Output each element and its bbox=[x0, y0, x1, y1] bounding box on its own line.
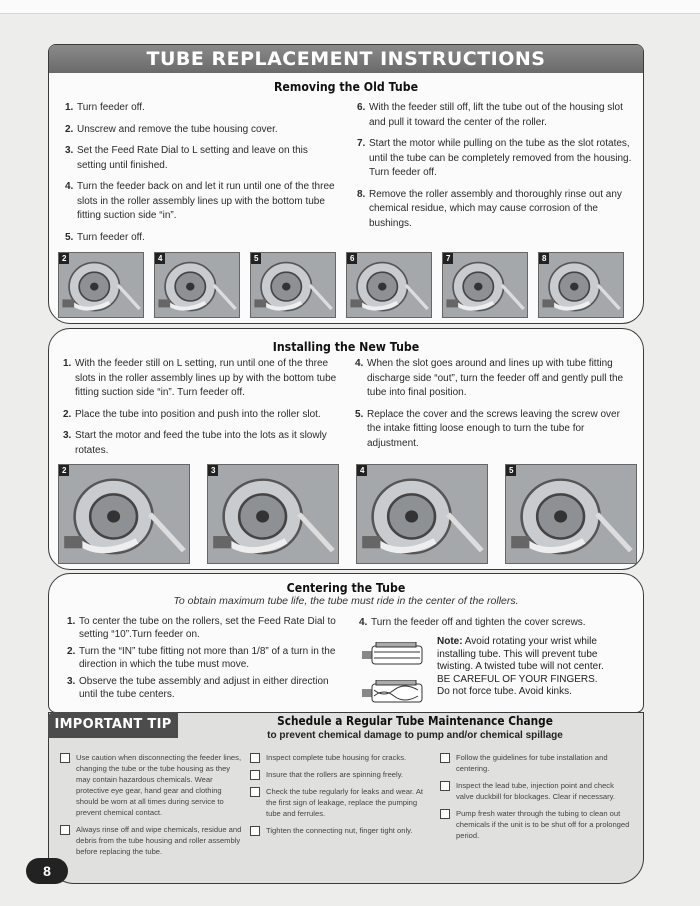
step-text: Set the Feed Rate Dial to L setting and leave on this setting until finished. bbox=[77, 145, 308, 171]
step bbox=[357, 101, 633, 130]
installing-title: Installing the New Tube bbox=[272, 339, 420, 354]
step-photo bbox=[442, 252, 528, 318]
photo-step-number: 7 bbox=[443, 253, 453, 264]
step-photo bbox=[250, 252, 336, 318]
tip-item bbox=[250, 752, 430, 763]
tips-column-3 bbox=[440, 752, 630, 847]
step-text: Turn the feeder off and tighten the cover screws. bbox=[371, 617, 586, 628]
checkbox[interactable] bbox=[440, 753, 450, 763]
checkbox[interactable] bbox=[60, 753, 70, 763]
schedule-title: Schedule a Regular Tube Maintenance Change bbox=[277, 714, 553, 728]
photo-step-number: 5 bbox=[506, 465, 516, 476]
step-number: 2. bbox=[63, 408, 72, 420]
tip-item bbox=[440, 752, 630, 774]
step-number: 5. bbox=[355, 408, 364, 420]
step-text: When the slot goes around and lines up with tube fitting discharge side “out”, turn the feeder off and gently pull the tube into final position. bbox=[367, 358, 624, 398]
pump-photo-image bbox=[155, 253, 239, 317]
photo-step-number: 4 bbox=[357, 465, 367, 476]
step-number: 4. bbox=[65, 181, 74, 192]
step-text: Turn feeder off. bbox=[77, 231, 145, 243]
step bbox=[67, 616, 347, 641]
tip-text: Always rinse off and wipe chemicals, residue and debris from the tube housing and roller assembly before replacing the tube. bbox=[76, 825, 242, 856]
photo-step-number: 4 bbox=[155, 253, 165, 264]
pump-photo-image bbox=[443, 253, 527, 317]
step-text: Observe the tube assembly and adjust in either direction until the tube centers. bbox=[79, 676, 329, 700]
step-photo bbox=[154, 252, 240, 318]
step-photo bbox=[505, 464, 637, 564]
checkbox[interactable] bbox=[250, 753, 260, 763]
tip-text: Inspect complete tube housing for cracks. bbox=[266, 753, 407, 762]
tip-item bbox=[60, 752, 244, 818]
step-number: 3. bbox=[65, 145, 74, 156]
centering-steps-left bbox=[67, 616, 347, 706]
checkbox[interactable] bbox=[440, 809, 450, 819]
step-text: Remove the roller assembly and thoroughly rinse out any chemical residue, which may cause corrosion of the bushings. bbox=[369, 188, 622, 229]
pump-photo-image bbox=[59, 253, 143, 317]
step-photo bbox=[356, 464, 488, 564]
photo-step-number: 5 bbox=[251, 253, 261, 264]
removing-steps-right bbox=[357, 101, 633, 238]
centering-subtitle: To obtain maximum tube life, the tube must ride in the center of the rollers. bbox=[173, 595, 519, 607]
removing-title: Removing the Old Tube bbox=[273, 79, 419, 94]
step-text: Place the tube into position and push into the roller slot. bbox=[75, 408, 321, 420]
tube-straight-diagram-icon bbox=[362, 642, 432, 666]
step-text: Turn feeder off. bbox=[77, 102, 145, 113]
step-number: 1. bbox=[63, 358, 72, 369]
step-text: With the feeder still on L setting, run until one of the three slots in the roller assembly lines up by with the bottom tube fitting suction side “in”. Turn feeder off. bbox=[75, 358, 337, 398]
pump-photo-image bbox=[347, 253, 431, 317]
page-top-strip bbox=[0, 0, 700, 14]
step bbox=[65, 144, 337, 173]
note-end: Do not force tube. Avoid kinks. bbox=[437, 686, 572, 697]
step-number: 2. bbox=[67, 646, 76, 657]
photo-step-number: 2 bbox=[59, 465, 69, 476]
step-text: To center the tube on the rollers, set the Feed Rate Dial to setting “10”.Turn feeder on. bbox=[79, 616, 336, 640]
tip-item bbox=[440, 808, 630, 841]
checkbox[interactable] bbox=[250, 770, 260, 780]
step-text: Turn the feeder back on and let it run until one of the three slots in the roller assembly lines up with the bottom tube fitting suction side “in”. bbox=[77, 181, 335, 221]
tip-text: Pump fresh water through the tubing to clean out chemicals if the unit is to be shut off for a prolonged period. bbox=[456, 809, 630, 840]
step-number: 6. bbox=[357, 102, 366, 113]
step bbox=[65, 180, 337, 224]
tips-column-1 bbox=[60, 752, 244, 863]
step-photo bbox=[207, 464, 339, 564]
step-photo bbox=[538, 252, 624, 318]
tip-text: Tighten the connecting nut, finger tight only. bbox=[266, 826, 413, 835]
centering-title: Centering the Tube bbox=[286, 580, 406, 595]
banner-title: TUBE REPLACEMENT INSTRUCTIONS bbox=[49, 45, 643, 73]
tip-item bbox=[250, 825, 430, 836]
tip-item bbox=[440, 780, 630, 802]
step bbox=[357, 137, 633, 181]
note-text: Avoid rotating your wrist while installing tube. This will prevent tube twisting. A twisted tube will not center. bbox=[437, 636, 604, 672]
step-text: Replace the cover and the screws leaving the screw over the intake fitting loose enough to turn the tube for adjustment. bbox=[367, 408, 620, 449]
step-text: Unscrew and remove the tube housing cover. bbox=[77, 123, 278, 135]
important-tip-tab: IMPORTANT TIP bbox=[48, 712, 178, 738]
step-number: 8. bbox=[357, 188, 366, 200]
step bbox=[65, 101, 337, 116]
photo-step-number: 8 bbox=[539, 253, 549, 264]
step-number: 7. bbox=[357, 138, 366, 149]
step-number: 2. bbox=[65, 123, 74, 135]
tip-text: Inspect the lead tube, injection point and check valve duckbill for blockages. Clear if necessary. bbox=[456, 781, 615, 801]
step-text: With the feeder still off, lift the tube out of the housing slot and pull it toward the center of the roller. bbox=[369, 102, 623, 128]
step-photo bbox=[58, 252, 144, 318]
note-block bbox=[437, 636, 627, 699]
step bbox=[357, 188, 633, 232]
pump-photo-image bbox=[357, 465, 487, 563]
step bbox=[355, 357, 627, 401]
note-label: Note: bbox=[437, 636, 463, 647]
step bbox=[359, 616, 639, 631]
step bbox=[67, 676, 347, 701]
step-text: Start the motor and feed the tube into the lots as it slowly rotates. bbox=[75, 430, 327, 456]
step-text: Start the motor while pulling on the tube as the slot rotates, until the tube can be completely removed from the housing. Turn feeder off. bbox=[369, 138, 632, 178]
step-number: 3. bbox=[67, 676, 76, 687]
tip-text: Follow the guidelines for tube installation and centering. bbox=[456, 753, 608, 773]
checkbox[interactable] bbox=[250, 787, 260, 797]
installing-steps-right bbox=[355, 357, 627, 458]
tips-column-2 bbox=[250, 752, 430, 842]
note-caps: BE CAREFUL OF YOUR FINGERS. bbox=[437, 673, 598, 685]
pump-photo-image bbox=[251, 253, 335, 317]
step-photo bbox=[346, 252, 432, 318]
checkbox[interactable] bbox=[250, 826, 260, 836]
step-number: 1. bbox=[65, 102, 74, 113]
step bbox=[67, 646, 347, 671]
step-number: 4. bbox=[359, 617, 368, 628]
schedule-subtitle: to prevent chemical damage to pump and/or chemical spillage bbox=[267, 730, 563, 741]
installing-steps-left bbox=[63, 357, 339, 465]
photo-step-number: 2 bbox=[59, 253, 69, 264]
step bbox=[63, 429, 339, 458]
tip-item bbox=[250, 769, 430, 780]
step-photo bbox=[58, 464, 190, 564]
removing-steps-left bbox=[65, 101, 337, 252]
step-number: 1. bbox=[67, 616, 76, 627]
step bbox=[63, 357, 339, 401]
tip-item bbox=[60, 824, 244, 857]
pump-photo-image bbox=[539, 253, 623, 317]
step bbox=[355, 408, 627, 452]
centering-steps-right bbox=[359, 616, 639, 638]
step-number: 5. bbox=[65, 231, 74, 243]
tube-twisted-diagram-icon bbox=[362, 680, 432, 704]
checkbox[interactable] bbox=[60, 825, 70, 835]
tip-text: Check the tube regularly for leaks and wear. At the first sign of leakage, replace the pumping tube and ferrules. bbox=[266, 787, 424, 818]
tip-text: Insure that the rollers are spinning freely. bbox=[266, 770, 404, 779]
step bbox=[65, 123, 337, 138]
photo-step-number: 3 bbox=[208, 465, 218, 476]
step-number: 3. bbox=[63, 430, 72, 441]
checkbox[interactable] bbox=[440, 781, 450, 791]
step bbox=[63, 408, 339, 423]
tip-text: Use caution when disconnecting the feeder lines, changing the tube or the tube housing as they may contain hazardous chemicals. Wear protective eye gear, hand gear and clothing should be worn at all times during service to prevent chemical contact. bbox=[76, 753, 242, 817]
page-number: 8 bbox=[26, 858, 68, 884]
pump-photo-image bbox=[506, 465, 636, 563]
pump-photo-image bbox=[59, 465, 189, 563]
step-number: 4. bbox=[355, 358, 364, 369]
photo-step-number: 6 bbox=[347, 253, 357, 264]
pump-photo-image bbox=[208, 465, 338, 563]
step bbox=[65, 231, 337, 246]
step-text: Turn the “IN” tube fitting not more than 1/8” of a turn in the direction in which the tube must move. bbox=[79, 646, 336, 670]
tip-item bbox=[250, 786, 430, 819]
